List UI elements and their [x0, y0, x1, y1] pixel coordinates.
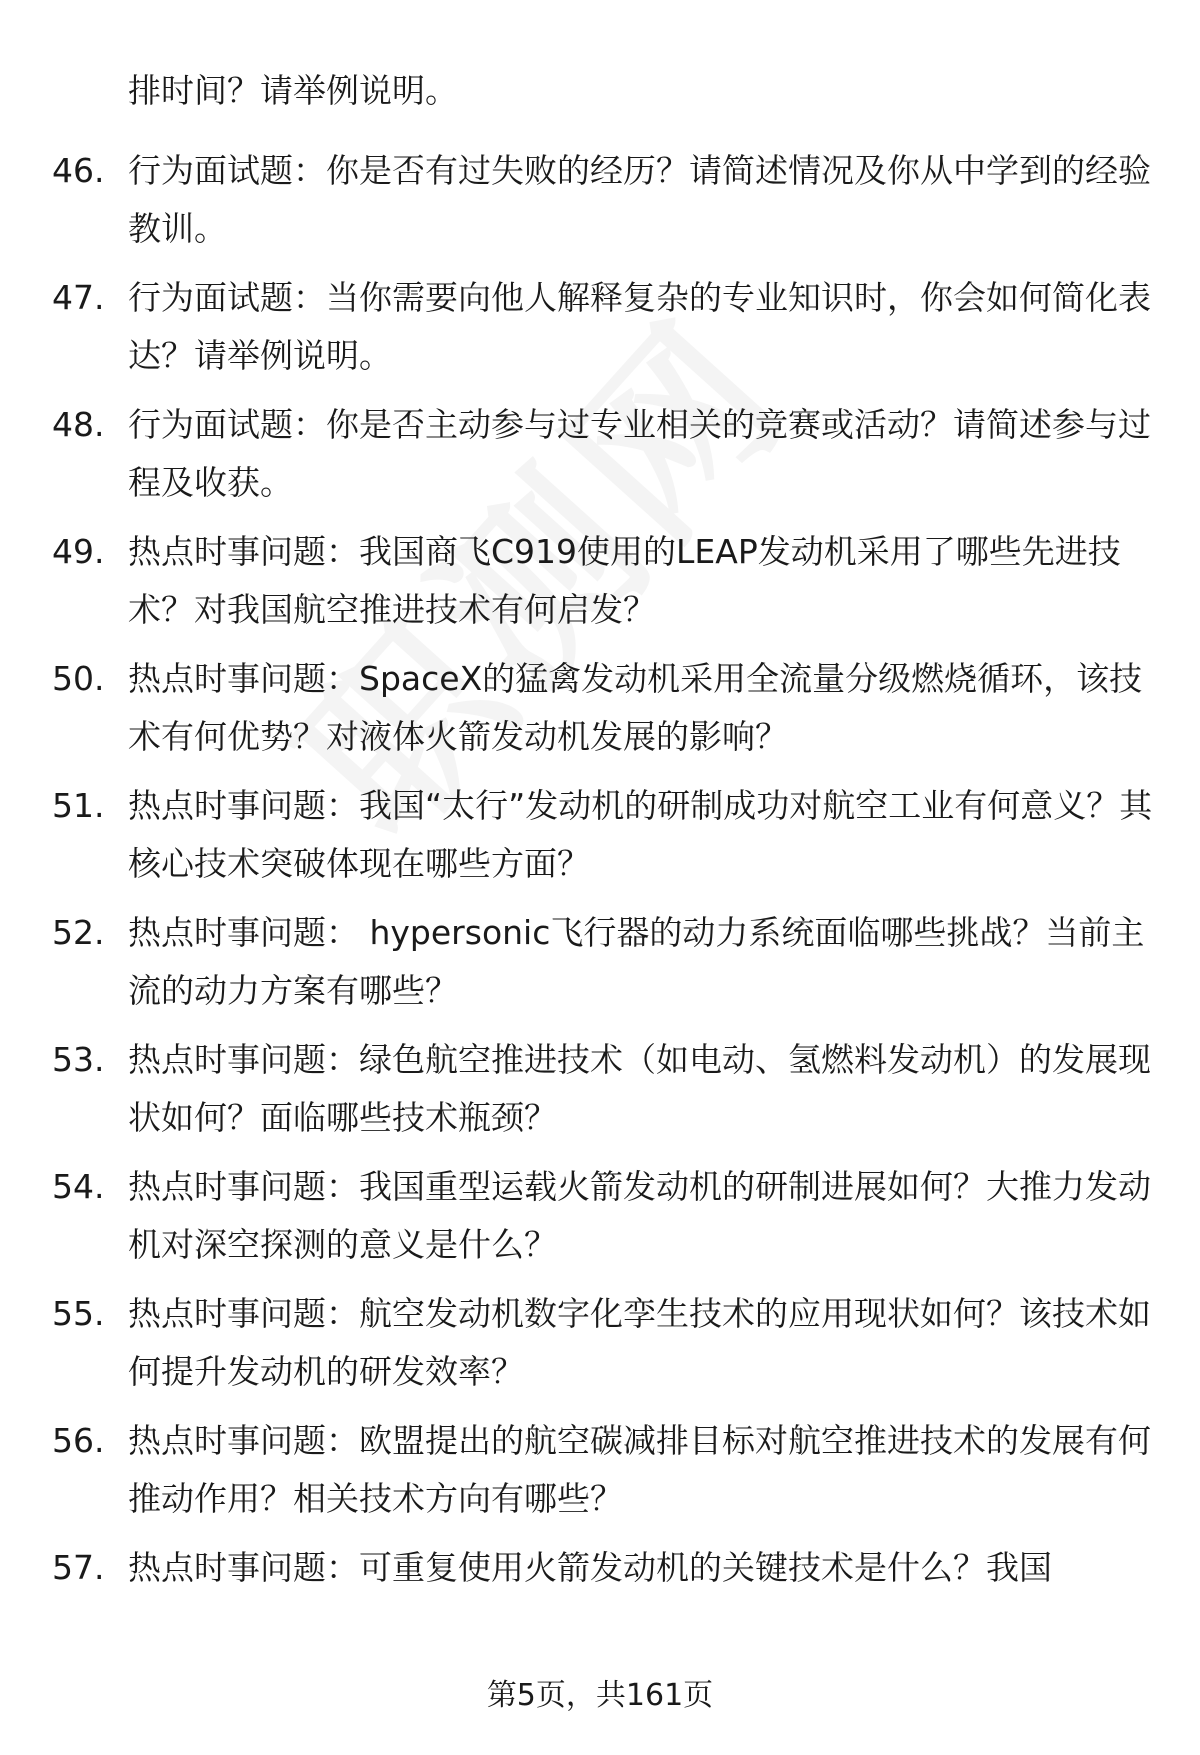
question-number: 47. [52, 278, 105, 317]
question-text: 热点时事问题：我国重型运载火箭发动机的研制进展如何？大推力发动机对深空探测的意义是什么？ [128, 1167, 1151, 1264]
continuation-line: 排时间？请举例说明。 [128, 71, 458, 110]
question-number: 54. [52, 1167, 105, 1206]
question-number: 53. [52, 1040, 105, 1079]
question-text: 热点时事问题：我国“太行”发动机的研制成功对航空工业有何意义？其核心技术突破体现在哪些方面？ [128, 786, 1153, 883]
question-number: 50. [52, 659, 105, 698]
question-text: 热点时事问题：欧盟提出的航空碳减排目标对航空推进技术的发展有何推动作用？相关技术方向有哪些？ [128, 1421, 1151, 1518]
question-text: 热点时事问题：我国商飞C919使用的LEAP发动机采用了哪些先进技术？对我国航空推进技术有何启发？ [128, 532, 1121, 629]
question-text: 热点时事问题：可重复使用火箭发动机的关键技术是什么？我国 [128, 1548, 1052, 1587]
question-item [0, 396, 1200, 523]
question-text: 行为面试题：你是否主动参与过专业相关的竞赛或活动？请简述参与过程及收获。 [128, 405, 1151, 502]
question-item [0, 1031, 1200, 1158]
question-item [0, 777, 1200, 904]
question-number: 46. [52, 151, 105, 190]
question-number: 56. [52, 1421, 105, 1460]
question-number: 51. [52, 786, 105, 825]
question-text: 热点时事问题：绿色航空推进技术（如电动、氢燃料发动机）的发展现状如何？面临哪些技术瓶颈？ [128, 1040, 1151, 1137]
question-list [0, 142, 1200, 1666]
question-item [0, 650, 1200, 777]
question-number: 52. [52, 913, 105, 952]
question-item [0, 1412, 1200, 1539]
question-item [0, 1158, 1200, 1285]
question-text: 行为面试题：当你需要向他人解释复杂的专业知识时，你会如何简化表达？请举例说明。 [128, 278, 1151, 375]
question-number: 49. [52, 532, 105, 571]
question-number: 48. [52, 405, 105, 444]
question-text: 热点时事问题：SpaceX的猛禽发动机采用全流量分级燃烧循环，该技术有何优势？对液体火箭发动机发展的影响？ [128, 659, 1143, 756]
page-footer: 第5页，共161页 [486, 1678, 714, 1713]
question-number: 55. [52, 1294, 105, 1333]
question-item [0, 269, 1200, 396]
question-item [0, 142, 1200, 269]
question-item [0, 523, 1200, 650]
question-number: 57. [52, 1548, 105, 1587]
question-text: 热点时事问题：航空发动机数字化孪生技术的应用现状如何？该技术如何提升发动机的研发效率？ [128, 1294, 1151, 1391]
question-text: 热点时事问题： hypersonic飞行器的动力系统面临哪些挑战？当前主流的动力方案有哪些？ [128, 913, 1145, 1010]
question-item [0, 1539, 1200, 1666]
question-item [0, 904, 1200, 1031]
question-text: 行为面试题：你是否有过失败的经历？请简述情况及你从中学到的经验教训。 [128, 151, 1151, 248]
question-item [0, 1285, 1200, 1412]
